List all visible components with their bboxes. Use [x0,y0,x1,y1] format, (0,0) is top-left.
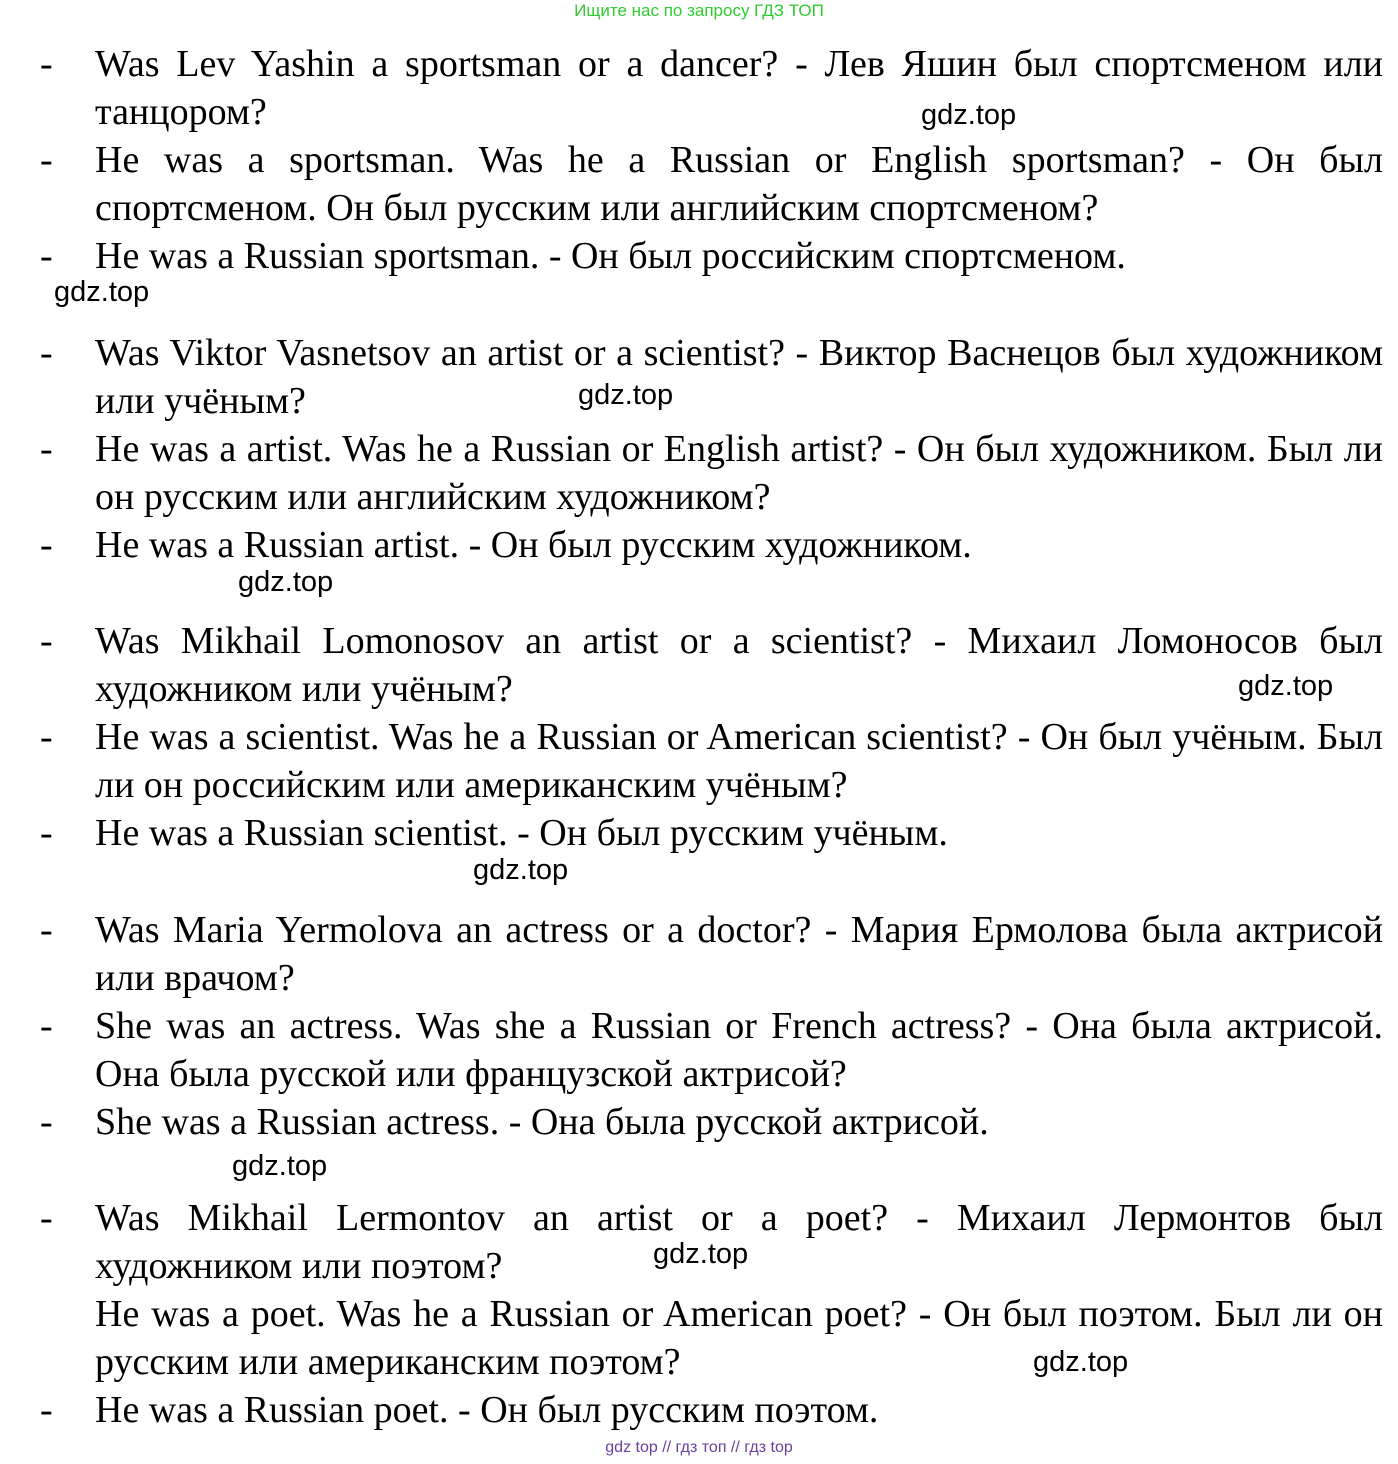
dash-marker: - [40,1005,53,1047]
watermark: gdz.top [473,854,569,886]
watermark: gdz.top [653,1238,749,1270]
dash-marker: - [40,524,53,566]
dash-marker: - [40,716,53,758]
dialogue-line: He was a sportsman. Was he a Russian or English sportsman? - Он был спортсменом. Он был русским или английским спортсменом? [95,139,1383,229]
watermark: gdz.top [54,276,150,308]
dialogue-line: He was a artist. Was he a Russian or English artist? - Он был художником. Был ли он русским или английским художником? [95,428,1383,518]
dash-marker: - [40,332,53,374]
dialogue-line: Was Lev Yashin a sportsman or a dancer? - Лев Яшин был спортсменом или танцором? [95,43,1383,133]
dialogue-line: Was Mikhail Lomonosov an artist or a scientist? - Михаил Ломоносов был художником или учёным? [95,620,1383,710]
dash-marker: - [40,235,53,277]
dash-marker: - [40,1389,53,1431]
dash-marker: - [40,428,53,470]
dialogue-line: Was Maria Yermolova an actress or a doctor? - Мария Ермолова была актрисой или врачом? [95,909,1383,999]
dash-marker: - [40,1101,53,1143]
dialogue-line: He was a Russian poet. - Он был русским поэтом. [95,1389,879,1431]
dialogue-line: He was a poet. Was he a Russian or American poet? - Он был поэтом. Был ли он русским или американским поэтом? [95,1293,1383,1383]
dialogue-line: He was a Russian artist. - Он был русским художником. [95,524,972,566]
dialogue-line: He was a scientist. Was he a Russian or American scientist? - Он был учёным. Был ли он российским или американским учёным? [95,716,1383,806]
dash-marker: - [40,909,53,951]
top-banner: Ищите нас по запросу ГДЗ ТОП [574,1,824,20]
dash-marker: - [40,620,53,662]
watermark: gdz.top [232,1150,328,1182]
watermark: gdz.top [238,566,334,598]
dialogue-line: He was a Russian sportsman. - Он был российским спортсменом. [95,235,1126,277]
dialogue-line: She was an actress. Was she a Russian or French actress? - Она была актрисой. Она была русской или французской актрисой? [95,1005,1383,1095]
watermark: gdz.top [921,99,1017,131]
watermark: gdz.top [1238,670,1334,702]
dialogue-line: She was a Russian actress. - Она была русской актрисой. [95,1101,989,1143]
dash-marker: - [40,43,53,85]
bottom-banner: gdz top // гдз топ // гдз top [605,1439,793,1456]
dialogue-line: Was Mikhail Lermontov an artist or a poet? - Михаил Лермонтов был художником или поэтом? [95,1197,1383,1287]
watermark: gdz.top [578,379,674,411]
dash-marker: - [40,1197,53,1239]
watermark: gdz.top [1033,1346,1129,1378]
dash-marker: - [40,812,53,854]
dash-marker: - [40,139,53,181]
dialogue-line: Was Viktor Vasnetsov an artist or a scientist? - Виктор Васнецов был художником или учёным? [95,332,1383,422]
dialogue-line: He was a Russian scientist. - Он был русским учёным. [95,812,948,854]
